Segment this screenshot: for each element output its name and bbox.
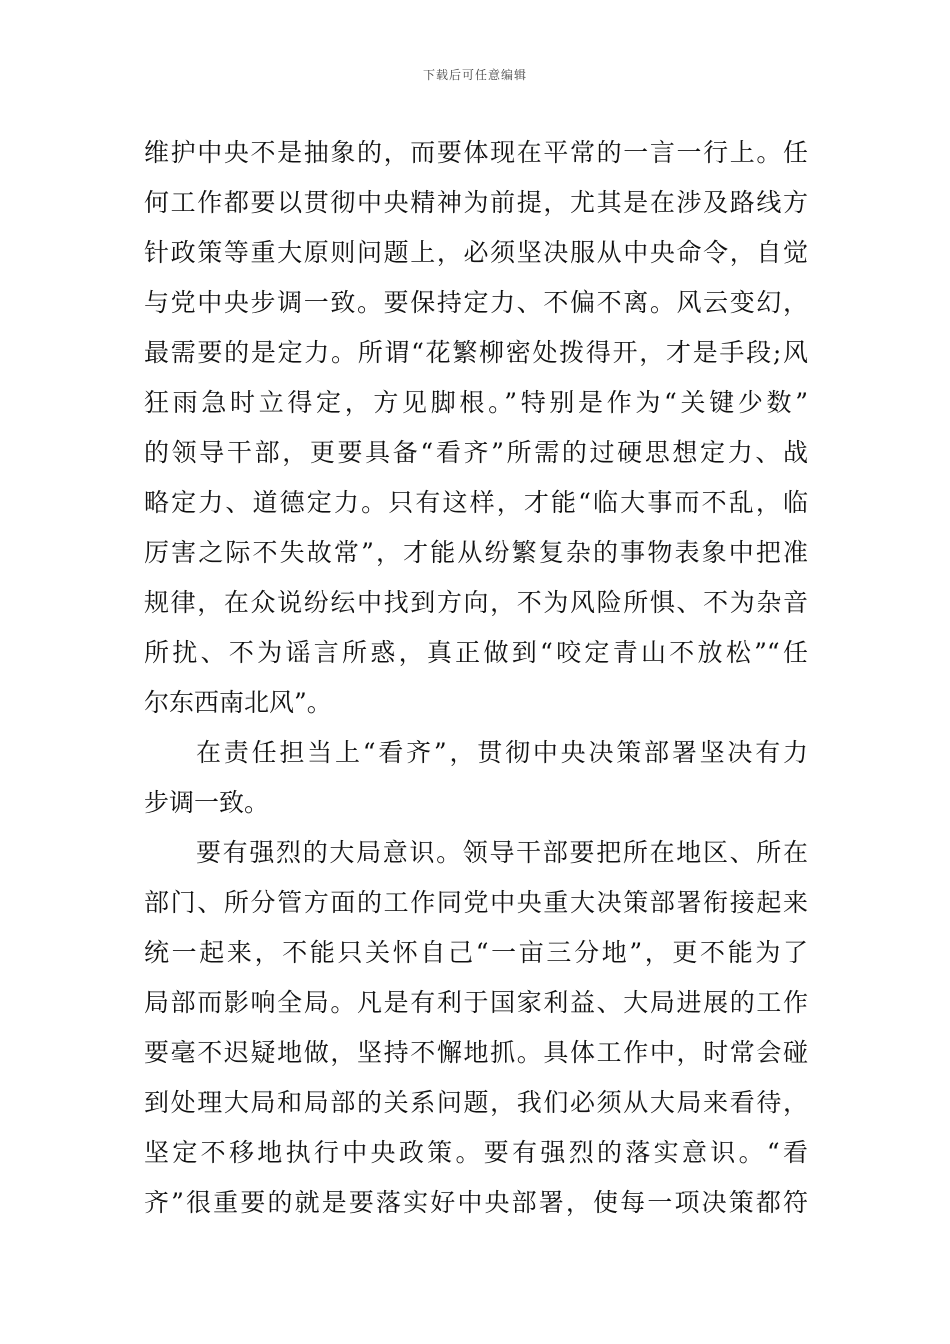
- text-line: 所扰、不为谣言所惑，真正做到“咬定青山不放松”“任: [144, 638, 808, 667]
- text-line: 要毫不迟疑地做，坚持不懈地抓。具体工作中，时常会碰: [144, 1038, 808, 1067]
- text-line: 规律，在众说纷纭中找到方向，不为风险所惧、不为杂音: [144, 588, 808, 617]
- text-line: 略定力、道德定力。只有这样，才能“临大事而不乱，临: [144, 488, 808, 517]
- text-line: 狂雨急时立得定，方见脚根。”特别是作为“关键少数”: [144, 388, 808, 417]
- text-line: 要有强烈的大局意识。领导干部要把所在地区、所在: [196, 838, 808, 867]
- paragraph: [144, 128, 808, 728]
- text-line: 尔东西南北风”。: [144, 688, 332, 717]
- text-line: 与党中央步调一致。要保持定力、不偏不离。风云变幻，: [144, 288, 808, 317]
- text-line: 在责任担当上“看齐”，贯彻中央决策部署坚决有力: [196, 738, 808, 767]
- text-line: 厉害之际不失故常”，才能从纷繁复杂的事物表象中把准: [144, 538, 808, 567]
- text-line: 何工作都要以贯彻中央精神为前提，尤其是在涉及路线方: [144, 188, 808, 217]
- text-line: 齐”很重要的就是要落实好中央部署，使每一项决策都符: [144, 1188, 808, 1217]
- paragraph: [144, 728, 808, 828]
- document-body: [144, 128, 808, 1228]
- text-line: 到处理大局和局部的关系问题，我们必须从大局来看待，: [144, 1088, 808, 1117]
- text-line: 的领导干部，更要具备“看齐”所需的过硬思想定力、战: [144, 438, 808, 467]
- text-line: 步调一致。: [144, 788, 270, 817]
- page-header: 下载后可任意编辑: [422, 68, 527, 82]
- paragraph: [144, 828, 808, 1228]
- text-line: 部门、所分管方面的工作同党中央重大决策部署衔接起来: [144, 888, 808, 917]
- text-line: 统一起来，不能只关怀自己“一亩三分地”，更不能为了: [144, 938, 808, 967]
- text-line: 最需要的是定力。所谓“花繁柳密处拨得开，才是手段;风: [144, 338, 808, 367]
- text-line: 维护中央不是抽象的，而要体现在平常的一言一行上。任: [144, 138, 808, 167]
- text-line: 局部而影响全局。凡是有利于国家利益、大局进展的工作: [144, 988, 808, 1017]
- text-line: 针政策等重大原则问题上，必须坚决服从中央命令，自觉: [144, 238, 808, 267]
- text-line: 坚定不移地执行中央政策。要有强烈的落实意识。“看: [144, 1138, 808, 1167]
